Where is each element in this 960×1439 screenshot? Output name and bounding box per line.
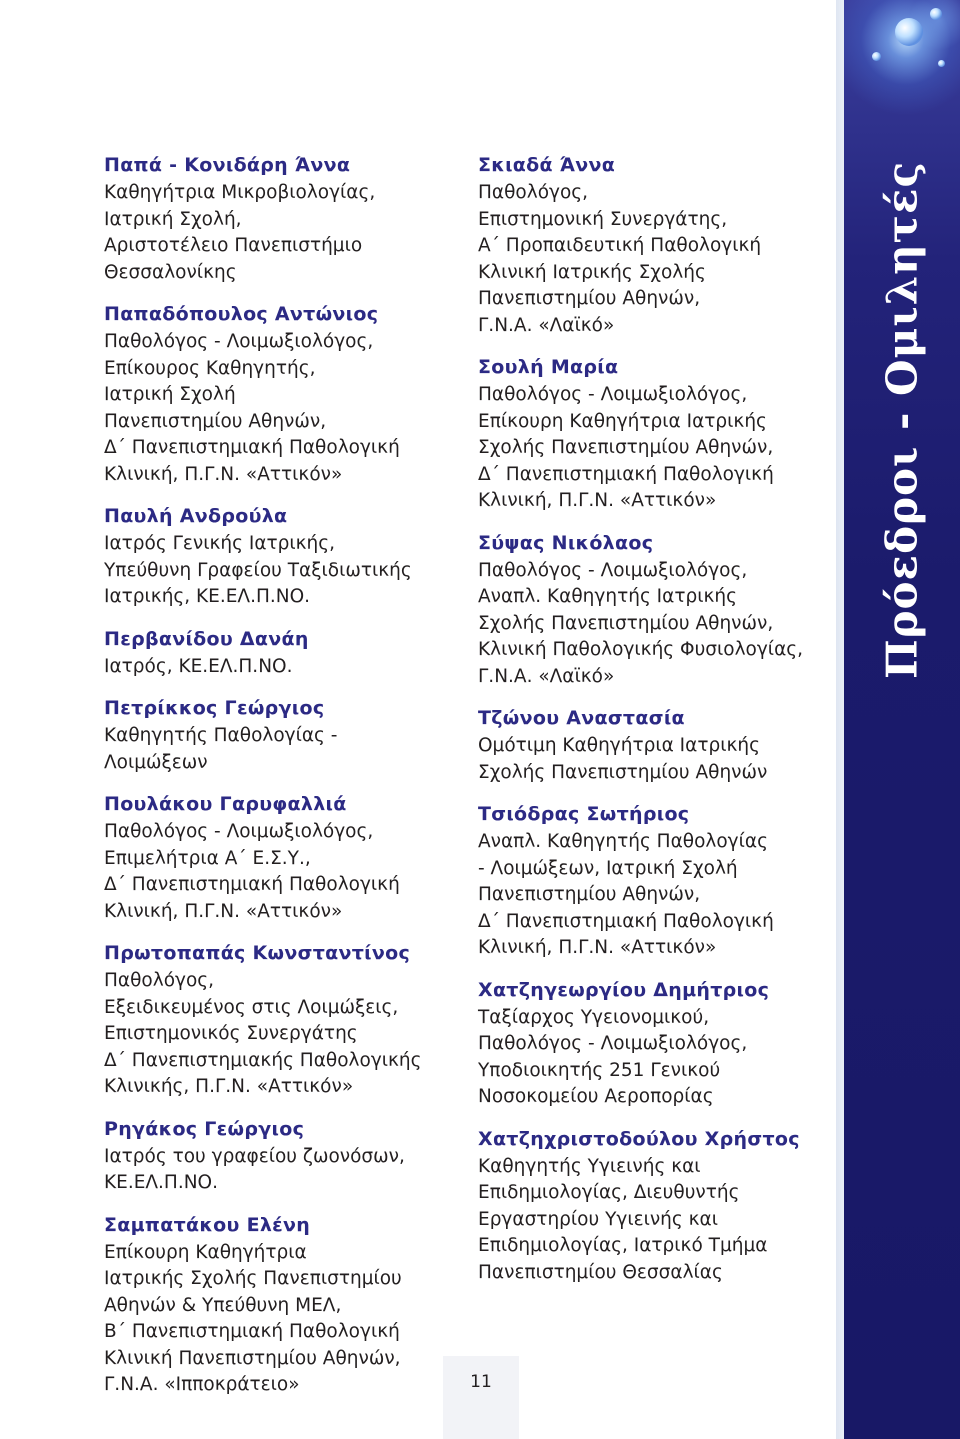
speaker-affiliation-line: Παθολόγος - Λοιμωξιολόγος, xyxy=(104,821,374,842)
right-column xyxy=(478,150,830,1299)
page-number-box xyxy=(443,1356,519,1439)
speaker-affiliation-line: Κλινική Πανεπιστημίου Αθηνών, xyxy=(104,1347,401,1369)
left-column xyxy=(104,150,464,1412)
speaker-affiliation-line: Παθολόγος - Λοιμωξιολόγος, xyxy=(104,331,374,352)
speaker-affiliation-line: Δ΄ Πανεπιστημιακή Παθολογική xyxy=(104,437,400,458)
speaker-name: Παυλή Ανδρούλα xyxy=(104,505,288,527)
section-title: Πρόεδροι - Ομιλητές xyxy=(877,160,927,680)
speaker-entry xyxy=(478,1124,830,1287)
speaker-affiliation-line: Σχολής Πανεπιστημίου Αθηνών xyxy=(478,761,768,783)
speaker-entry xyxy=(478,799,830,962)
speaker-affiliation-line: Δ΄ Πανεπιστημιακής Παθολογικής xyxy=(104,1049,422,1071)
speaker-entry xyxy=(104,624,464,681)
speaker-name: Χατζηγεωργίου Δημήτριος xyxy=(478,978,770,1001)
speaker-affiliation-line: Ιατρική Σχολή, xyxy=(104,208,242,230)
speaker-affiliation-line: Κλινική, Π.Γ.Ν. «Αττικόν» xyxy=(478,937,717,958)
speaker-name: Πουλάκου Γαρυφαλλιά xyxy=(104,793,347,815)
cell-dot xyxy=(895,18,923,46)
speaker-affiliation-line: Παθολόγος - Λοιμωξιολόγος, xyxy=(478,559,748,581)
speaker-affiliation-line: Νοσοκομείου Αεροπορίας xyxy=(478,1086,714,1107)
speaker-affiliation-line: Εργαστηρίου Υγιεινής και xyxy=(478,1208,718,1230)
speaker-affiliation-line: Κλινική, Π.Γ.Ν. «Αττικόν» xyxy=(104,900,343,922)
speaker-entry xyxy=(104,1210,464,1399)
speaker-name: Παπαδόπουλος Αντώνιος xyxy=(104,303,379,325)
speaker-affiliation-line: Γ.Ν.Α. «Ιπποκράτειο» xyxy=(104,1374,300,1395)
speaker-affiliation-line: Δ΄ Πανεπιστημιακή Παθολογική xyxy=(478,463,774,485)
speaker-entry xyxy=(104,150,464,286)
speaker-name: Σουλή Μαρία xyxy=(478,356,619,378)
speaker-name: Χατζηχριστοδούλου Χρήστος xyxy=(478,1127,800,1150)
speaker-affiliation-line: Επιδημιολογίας, Ιατρικό Τμήμα xyxy=(478,1235,768,1256)
speaker-entry xyxy=(478,703,830,786)
speaker-name: Σκιαδά Άννα xyxy=(478,154,616,176)
speaker-affiliation-line: Αναπλ. Καθηγητής Ιατρικής xyxy=(478,586,737,607)
speaker-affiliation-line: Επιδημιολογίας, Διευθυντής xyxy=(478,1182,740,1203)
speaker-affiliation-line: Υπεύθυνη Γραφείου Ταξιδιωτικής xyxy=(104,559,412,581)
speaker-affiliation-line: Ιατρός Γενικής Ιατρικής, xyxy=(104,533,336,554)
speaker-entry xyxy=(478,528,830,691)
speaker-name: Πρωτοπαπάς Κωνσταντίνος xyxy=(104,942,411,964)
speaker-affiliation-line: Παθολόγος, xyxy=(478,182,589,203)
speaker-name: Παπά - Κονιδάρη Άννα xyxy=(104,154,351,176)
speaker-affiliation-line: Κλινική Ιατρικής Σχολής xyxy=(478,261,706,283)
speaker-affiliation-line: Εξειδικευμένος στις Λοιμώξεις, xyxy=(104,996,399,1018)
cell-dot xyxy=(872,52,881,61)
speaker-affiliation-line: Ιατρός του γραφείου ζωονόσων, xyxy=(104,1145,405,1167)
speaker-affiliation-line: Γ.Ν.Α. «Λαϊκό» xyxy=(478,314,615,336)
cell-dot xyxy=(938,60,945,67)
speaker-affiliation-line: Λοιμώξεων xyxy=(104,751,208,773)
speaker-name: Ρηγάκος Γεώργιος xyxy=(104,1117,305,1140)
speaker-affiliation-line: Επιστημονικός Συνεργάτης xyxy=(104,1023,358,1044)
speaker-affiliation-line: Ιατρικής Σχολής Πανεπιστημίου xyxy=(104,1268,402,1289)
speaker-entry xyxy=(104,693,464,776)
speaker-entry xyxy=(104,501,464,611)
speaker-affiliation-line: Πανεπιστημίου Αθηνών, xyxy=(478,884,701,905)
speaker-affiliation-line: Θεσσαλονίκης xyxy=(104,261,237,283)
speaker-affiliation-line: Κλινικής, Π.Γ.Ν. «Αττικόν» xyxy=(104,1076,354,1097)
speaker-affiliation-line: Παθολόγος, xyxy=(104,970,215,991)
speaker-affiliation-line: Ιατρός, ΚΕ.ΕΛ.Π.ΝΟ. xyxy=(104,655,293,677)
speaker-affiliation-line: Ιατρική Σχολή xyxy=(104,384,236,405)
speaker-entry xyxy=(104,299,464,488)
speaker-affiliation-line: Πανεπιστημίου Αθηνών, xyxy=(478,288,701,309)
speaker-affiliation-line: Παθολόγος - Λοιμωξιολόγος, xyxy=(478,384,748,405)
speaker-affiliation-line: Αναπλ. Καθηγητής Παθολογίας xyxy=(478,831,768,852)
speaker-entry xyxy=(478,975,830,1111)
speaker-affiliation-line: Επίκουρος Καθηγητής, xyxy=(104,357,316,379)
speaker-affiliation-line: Σχολής Πανεπιστημίου Αθηνών, xyxy=(478,437,774,458)
speaker-entry xyxy=(478,150,830,339)
speaker-affiliation-line: Επιμελήτρια Α΄ Ε.Σ.Υ., xyxy=(104,847,311,869)
speaker-affiliation-line: Παθολόγος - Λοιμωξιολόγος, xyxy=(478,1033,748,1054)
speaker-name: Τζώνου Αναστασία xyxy=(478,707,685,729)
speaker-affiliation-line: Κλινική, Π.Γ.Ν. «Αττικόν» xyxy=(478,490,717,511)
speaker-affiliation-line: Πανεπιστημίου Αθηνών, xyxy=(104,410,327,432)
speaker-affiliation-line: Γ.Ν.Α. «Λαϊκό» xyxy=(478,665,615,687)
speaker-affiliation-line: Επίκουρη Καθηγήτρια xyxy=(104,1241,307,1263)
speaker-affiliation-line: Ομότιμη Καθηγήτρια Ιατρικής xyxy=(478,735,760,756)
speaker-affiliation-line: Α΄ Προπαιδευτική Παθολογική xyxy=(478,235,762,256)
speaker-affiliation-line: Ιατρικής, ΚΕ.ΕΛ.Π.ΝΟ. xyxy=(104,586,311,607)
speaker-affiliation-line: Καθηγητής Υγιεινής και xyxy=(478,1155,701,1177)
speaker-affiliation-line: Αθηνών & Υπεύθυνη ΜΕΛ, xyxy=(104,1294,342,1316)
speaker-entry xyxy=(104,1114,464,1197)
speaker-affiliation-line: Πανεπιστημίου Θεσσαλίας xyxy=(478,1261,723,1283)
speaker-name: Περβανίδου Δανάη xyxy=(104,627,309,650)
speaker-entry xyxy=(104,789,464,925)
speaker-entry xyxy=(478,352,830,515)
speaker-affiliation-line: Δ΄ Πανεπιστημιακή Παθολογική xyxy=(478,910,774,932)
speaker-affiliation-line: Β΄ Πανεπιστημιακή Παθολογική xyxy=(104,1321,400,1342)
speaker-affiliation-line: Κλινική, Π.Γ.Ν. «Αττικόν» xyxy=(104,463,343,485)
speaker-affiliation-line: ΚΕ.ΕΛ.Π.ΝΟ. xyxy=(104,1172,218,1193)
speaker-affiliation-line: Ταξίαρχος Υγειονομικού, xyxy=(478,1006,710,1028)
page-number: 11 xyxy=(470,1372,492,1392)
speaker-affiliation-line: Σχολής Πανεπιστημίου Αθηνών, xyxy=(478,612,774,634)
speaker-entry xyxy=(104,938,464,1101)
speaker-affiliation-line: - Λοιμώξεων, Ιατρική Σχολή xyxy=(478,857,738,879)
speaker-name: Τσιόδρας Σωτήριος xyxy=(478,803,690,825)
speaker-affiliation-line: Κλινική Παθολογικής Φυσιολογίας, xyxy=(478,639,804,660)
speaker-affiliation-line: Καθηγητής Παθολογίας - xyxy=(104,725,338,746)
speaker-affiliation-line: Υποδιοικητής 251 Γενικού xyxy=(478,1059,721,1081)
speaker-name: Πετρίκκος Γεώργιος xyxy=(104,697,325,719)
speaker-affiliation-line: Επιστημονική Συνεργάτης, xyxy=(478,208,728,230)
speaker-name: Σύψας Νικόλαος xyxy=(478,531,654,554)
speaker-affiliation-line: Επίκουρη Καθηγήτρια Ιατρικής xyxy=(478,410,767,432)
speaker-affiliation-line: Αριστοτέλειο Πανεπιστήμιο xyxy=(104,235,363,256)
speaker-affiliation-line: Δ΄ Πανεπιστημιακή Παθολογική xyxy=(104,874,400,895)
speaker-affiliation-line: Καθηγήτρια Μικροβιολογίας, xyxy=(104,182,376,203)
cell-dot xyxy=(930,8,942,20)
speaker-name: Σαμπατάκου Ελένη xyxy=(104,1213,311,1236)
